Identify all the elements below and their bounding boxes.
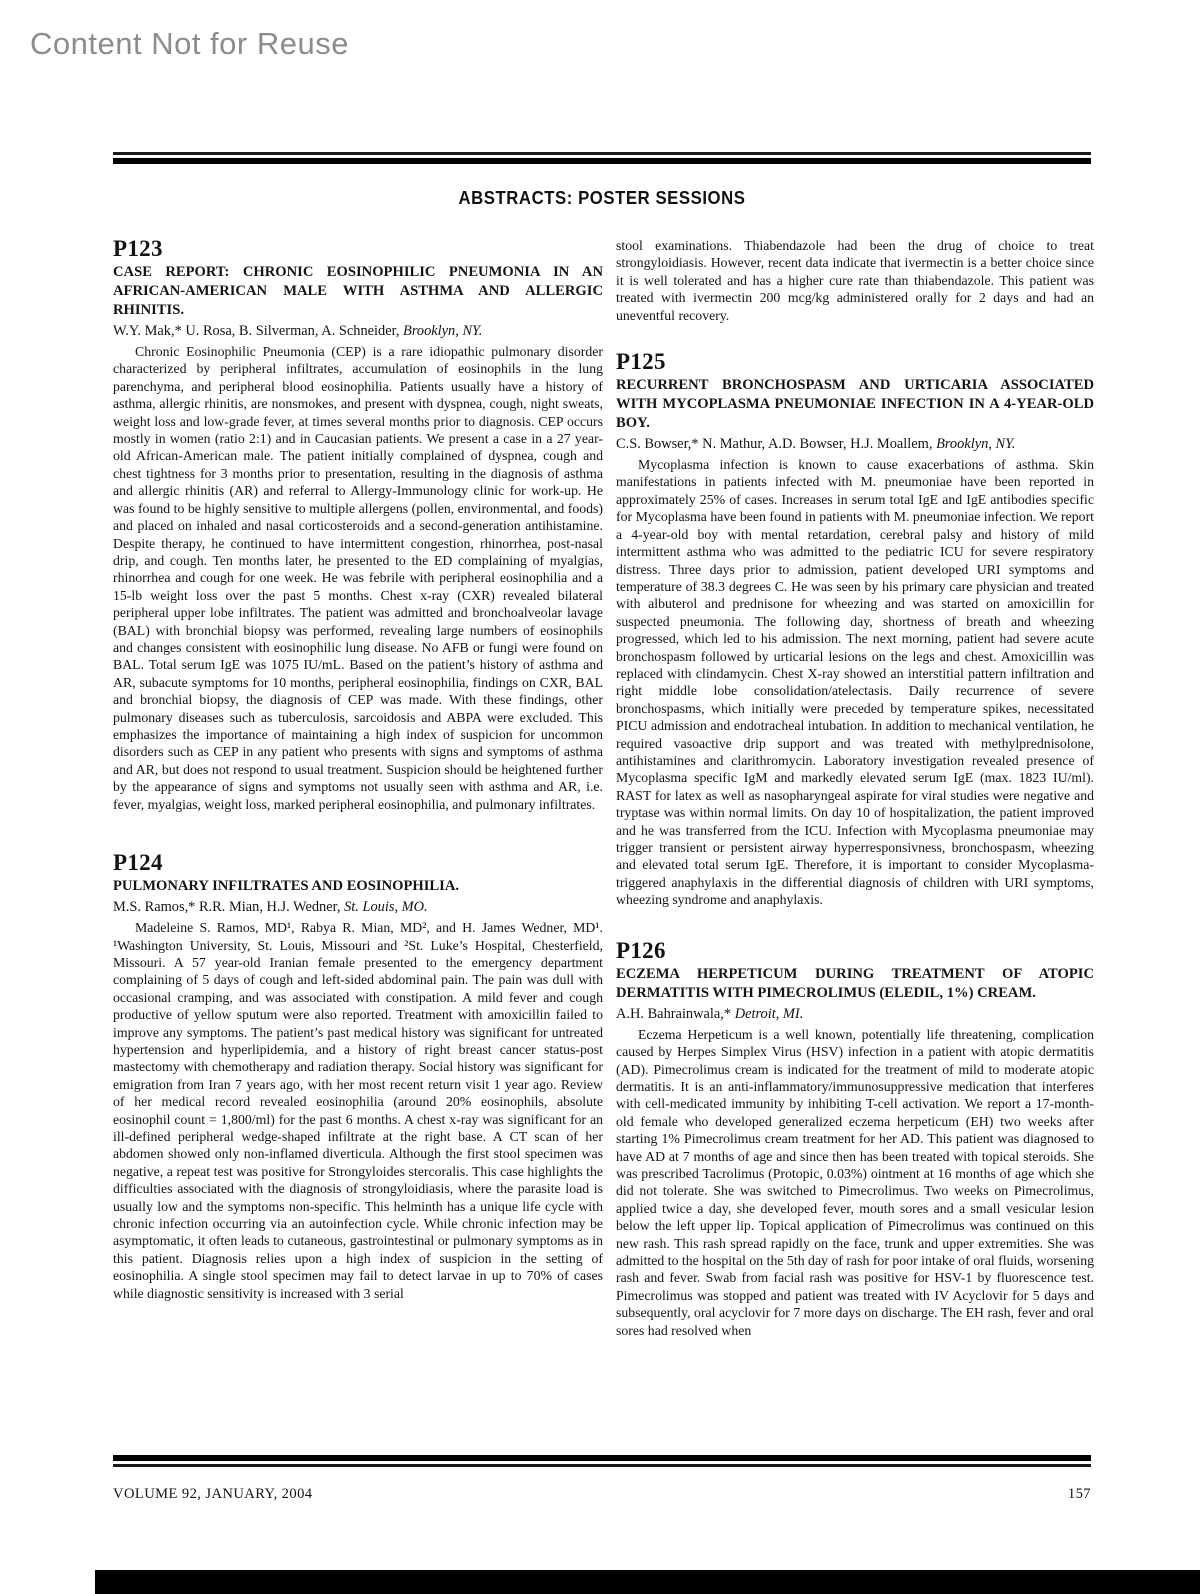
abstract-p124 [113, 851, 603, 1302]
abstract-p124-title: PULMONARY INFILTRATES AND EOSINOPHILIA. [113, 878, 460, 895]
abstract-p125-authors [616, 435, 1094, 453]
abstract-p126 [616, 939, 1094, 1339]
abstract-p124-location: St. Louis, MO. [344, 899, 428, 916]
abstract-p123-body: Chronic Eosinophilic Pneumonia (CEP) is a rare idiopathic pulmonary disorder characterized by peripheral infiltrates, accumulation of eosinophils in the lung parenchyma, and peripheral blood eosinophilia. Patients usually have a history of asthma, allergic rhinitis, are nonsmokes, and present with dyspnea, cough, night sweats, weight loss and low-grade fever, at times several months prior to diagnosis. CEP occurs mostly in women (ratio 2:1) and in Caucasian patients. We present a case in a 27 year-old African-American male. The patient initially complained of dyspnea, cough and chest tightness for 3 months prior to presentation, resulting in the diagnosis of asthma and allergic rhinitis (AR) and referral to Allergy-Immunology clinic for work-up. He was found to be highly sensitive to multiple allergens (pollen, environmental, and foods) and placed on inhaled and nasal corticosteroids and a second-generation antihistamine. Despite therapy, he continued to have intermittent congestion, rhinorrhea, post-nasal drip, and cough. Ten months later, he presented to the ED complaining of myalgias, rhinorrhea and cough for one week. He was febrile with peripheral eosinophilia and a 15-lb weight loss over the past 5 months. Chest x-ray (CXR) revealed bilateral peripheral upper lobe infiltrates. The patient was admitted and bronchoalveolar lavage (BAL) with bronchial biopsy was performed, revealing large numbers of eosinophils and changes consistent with eosinophilic lung disease. No AFB or fungi were found on BAL. Total serum IgE was 1075 IU/mL. Based on the patient’s history of asthma and AR, subacute symptoms for 10 months, peripheral eosinophilia, findings on CXR, BAL and bronchial biopsy, the diagnosis of CEP was made. With these findings, other pulmonary diseases such as tuberculosis, sarcoidosis and ABPA were excluded. This emphasizes the importance of maintaining a high index of suspicion for uncommon disorders such as CEP in any patient who presents with signs and symptoms of asthma and AR, but does not respond to usual treatment. Suspicion should be heightened further by the appearance of signs and symptoms not usually seen with asthma and AR, i.e. fever, myalgias, weight loss, marked peripheral eosinophilia, and pulmonary infiltrates. [113, 344, 603, 812]
abstract-p124-author-names: M.S. Ramos,* R.R. Mian, H.J. Wedner, [113, 899, 341, 916]
abstract-p125-author-names: C.S. Bowser,* N. Mathur, A.D. Bowser, H.J. Moallem, [616, 436, 933, 453]
abstract-p123-author-names: W.Y. Mak,* U. Rosa, B. Silverman, A. Schneider, [113, 323, 400, 340]
abstract-p125-body: Mycoplasma infection is known to cause exacerbations of asthma. Skin manifestations in patients infected with M. pneumoniae have been reported in approximately 25% of cases. Increases in serum total IgE and IgE antibodies specific for Mycoplasma have been found in patients with M. pneumoniae infection. We report a 4-year-old boy with mental retardation, cerebral palsy and history of mild intermittent asthma who was admitted to the pediatric ICU for severe respiratory distress. Three days prior to admission, patient developed URI symptoms and temperature of 38.3 degrees C. He was seen by his primary care physician and treated with albuterol and prednisone for wheezing and was started on amoxicillin for suspected pneumonia. The following day, shortness of breath and wheezing progressed, which led to his admission. The next morning, patient had severe acute bronchospasm followed by urticarial lesions on the legs and chest. Amoxicillin was replaced with clindamycin. Chest X-ray showed an interstitial pattern infiltration and right middle lobe consolidation/atelectasis. Daily recurrence of severe bronchospasms, which initially were preceded by temperature spikes, necessitated PICU admission and endotracheal intubation. In addition to mechanical ventilation, he required vasoactive drip support and was treated with methylprednisolone, antihistamines and clarithromycin. Laboratory investigation revealed presence of Mycoplasma specific IgM and markedly elevated serum IgE (max. 1823 IU/ml). RAST for latex as well as nasopharyngeal aspirate for viral studies were negative and tryptase was within normal limits. On day 10 of hospitalization, the patient improved and he was transferred from the ICU. Infection with Mycoplasma pneumoniae may trigger transient or persistent airway hyperresponsivness, bronchospasm, wheezing and elevated total serum IgE. Therefore, it is important to consider Mycoplasma-triggered anaphylaxis in the differential diagnosis of children with URI symptoms, wheezing syndrome and anaphylaxis. [616, 457, 1094, 908]
footer-volume: VOLUME 92, JANUARY, 2004 [113, 1486, 313, 1502]
bottom-edge-bar [95, 1570, 1200, 1594]
abstract-p126-location: Detroit, MI. [734, 1005, 804, 1022]
abstract-p125 [616, 350, 1094, 909]
abstract-p123 [113, 237, 603, 813]
footer-divider [113, 1455, 1091, 1467]
header-divider-thick-line [113, 158, 1091, 164]
abstract-p125-number: P125 [616, 349, 666, 375]
abstract-p126-authors [616, 1005, 1094, 1023]
watermark-text: Content Not for Reuse [30, 26, 349, 61]
abstract-p126-number: P126 [616, 937, 666, 963]
abstract-p126-title: ECZEMA HERPETICUM DURING TREATMENT OF ATOPIC DERMATITIS WITH PIMECROLIMUS (ELEDIL, 1%) CREAM. [616, 965, 1094, 1001]
column-left [113, 237, 603, 1302]
abstract-p124-authors [113, 898, 603, 916]
abstract-p125-location: Brooklyn, NY. [936, 436, 1016, 453]
abstract-p123-number: P123 [113, 236, 163, 261]
footer-page-number: 157 [1067, 1486, 1091, 1502]
page-title: ABSTRACTS: POSTER SESSIONS [458, 188, 746, 208]
abstract-p124-body-continuation: stool examinations. Thiabendazole had been the drug of choice to treat strongyloidiasis. However, recent data indicate that ivermectin is a better choice since it is well tolerated and has a higher cure rate than thiabendazole. This patient was treated with ivermectin 200 mcg/kg administered orally for 2 days and had an uneventful recovery. [616, 238, 1094, 323]
abstract-p125-title: RECURRENT BRONCHOSPASM AND URTICARIA ASSOCIATED WITH MYCOPLASMA PNEUMONIAE INFECTION IN A 4-YEAR-OLD BOY. [616, 377, 1094, 432]
abstract-p123-authors [113, 322, 603, 340]
header-divider-thin-line [113, 152, 1091, 155]
header-divider [113, 152, 1091, 164]
abstract-p126-body: Eczema Herpeticum is a well known, potentially life threatening, complication caused by Herpes Simplex Virus (HSV) infection in a patient with atopic dermatitis (AD). Pimecrolimus cream is indicated for the treatment of mild to moderate atopic dermatitis. It is an anti-inflammatory/immunosuppressive medication that interferes with cell-medicated immunity by inhibiting T-cell activation. We report a 17-month-old female who developed generalized eczema herpeticum (EH) two weeks after starting 1% Pimecrolimus cream treatment for her AD. This patient was diagnosed to have AD at 7 months of age and since then has been treated with topical steroids. She was prescribed Tacrolimus (Protopic, 0.03%) ointment at 16 months of age which she did not tolerate. She was switched to Pimecrolimus. Two weeks on Pimecrolimus, applied twice a day, she developed fever, mouth sores and a small vesicular lesion below the left upper lip. Topical application of Pimecrolimus was continued on this new rash. This rash spread rapidly on the face, trunk and upper extremities. She was admitted to the hospital on the 5th day of rash for poor intake of oral fluids, worsening rash and fever. Swab from facial rash was positive for HSV-1 by fluorescence test. Pimecrolimus was stopped and patient was treated with IV Acyclovir for 5 days and subsequently, oral acyclovir for 7 more days on discharge. The EH rash, fever and oral sores had resolved when [616, 1026, 1094, 1338]
abstract-p126-author-names: A.H. Bahrainwala,* [616, 1005, 732, 1022]
abstract-p124-body-left-column: Madeleine S. Ramos, MD¹, Rabya R. Mian, MD², and H. James Wedner, MD¹. ¹Washington University, St. Louis, Missouri and ²St. Luke’s Hospital, Chesterfield, Missouri. A 57 year-old Iranian female presented to the emergency department complaining of 5 days of cough and left-sided abdominal pain. The pain was dull with occasional cramping, and was associated with constipation. A mild fever and cough productive of yellow sputum were also reported. Treatment with amoxicillin failed to improve any symptoms. The patient’s past medical history was significant for untreated hypertension and hyperlipidemia, and a history of right breast cancer status-post mastectomy with chemotherapy and radiation therapy. Social history was significant for emigration from Iran 7 years ago, with her most recent return visit 1 year ago. Review of her medical record revealed eosinophilia (around 20% eosinophils, absolute eosinophil count = 1,800/ml) for the past 6 months. A chest x-ray was significant for an ill-defined peripheral wedge-shaped infiltrate at the right base. A CT scan of her abdomen showed only non-inflamed diverticula. Although the first stool specimen was negative, a repeat test was positive for Strongyloides stercoralis. This case highlights the difficulties associated with the diagnosis of strongyloidiasis, where the parasite load is usually low and the symptoms non-specific. This helminth has a unique life cycle with chronic infection occurring via an autoinfection cycle. While chronic infection may be asymptomatic, it often leads to cutaneous, gastrointestinal or pulmonary symptoms as in this patient. Diagnosis relies upon a high index of suspicion in the setting of eosinophilia. A single stool specimen may fail to detect larvae in up to 70% of cases while diagnostic sensitivity is increased with 3 serial [113, 920, 603, 1301]
abstract-p123-location: Brooklyn, NY. [403, 323, 483, 340]
abstract-p123-title: CASE REPORT: CHRONIC EOSINOPHILIC PNEUMONIA IN AN AFRICAN-AMERICAN MALE WITH ASTHMA AND ALLERGIC RHINITIS. [113, 264, 603, 319]
footer [113, 1486, 1091, 1503]
column-right [616, 237, 1094, 1339]
footer-divider-thick-line [113, 1455, 1091, 1461]
footer-divider-thin-line [113, 1464, 1091, 1467]
abstract-p124-number: P124 [113, 850, 163, 876]
